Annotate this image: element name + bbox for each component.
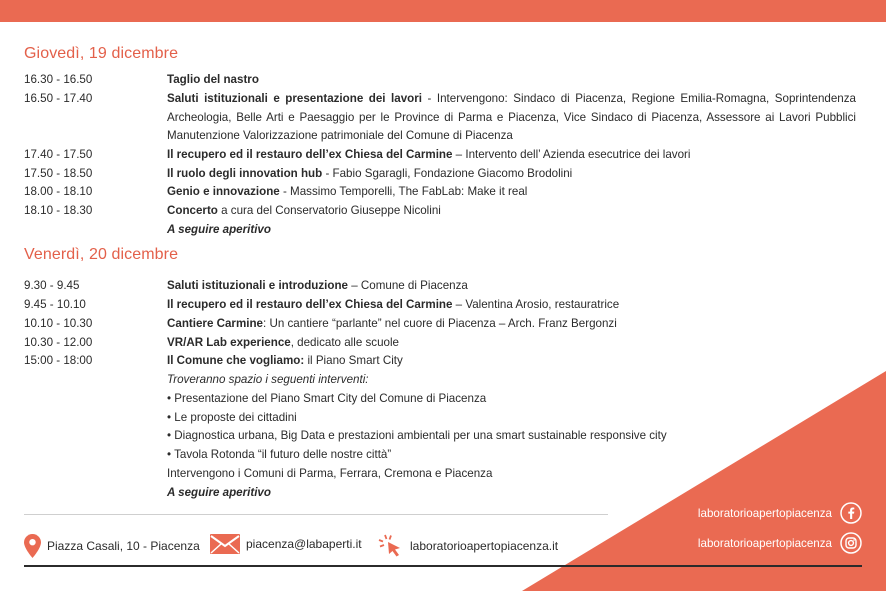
time-slot: 18.10 - 18.30 [24,204,93,217]
event-details: a cura del Conservatorio Giuseppe Nicolini [217,204,441,217]
event-title: Saluti istituzionali e introduzione [167,279,348,292]
event-details: : Un cantiere “parlante” nel cuore di Piacenza – Arch. Franz Bergonzi [263,317,617,330]
event-details: – Valentina Arosio, restauratrice [452,298,620,311]
location-pin-icon [24,534,41,558]
closing-note: A seguire aperitivo [167,223,271,236]
footer-website[interactable] [378,534,558,558]
participants-text: Intervengono i Comuni di Parma, Ferrara, Cremona e Piacenza [167,467,493,480]
footer-bottom-rule [24,565,862,567]
instagram-handle[interactable]: laboratorioapertopiacenza [697,536,832,550]
day-title-thursday: Giovedì, 19 dicembre [24,45,179,62]
event-title: Il recupero ed il restauro dell’ex Chiesa del Carmine [167,148,453,161]
day-title-friday: Venerdì, 20 dicembre [24,246,179,263]
event-details: , dedicato alle scuole [290,336,399,349]
event-title: VR/AR Lab experience [167,336,291,349]
event-details: – Comune di Piacenza [348,279,468,292]
event-title: Genio e innovazione [167,185,280,198]
event-title: Concerto [167,204,218,217]
time-slot: 17.50 - 18.50 [24,167,93,180]
bullet-text: • Le proposte dei cittadini [167,411,297,424]
footer-email[interactable] [210,534,362,554]
facebook-handle[interactable]: laboratorioapertopiacenza [697,506,832,520]
closing-note: A seguire aperitivo [167,486,271,499]
bullet-text: • Presentazione del Piano Smart City del Comune di Piacenza [167,392,487,405]
event-title: Il Comune che vogliamo: [167,354,305,367]
time-slot: 15:00 - 18:00 [24,354,93,367]
time-slot: 10.30 - 12.00 [24,336,93,349]
envelope-icon [210,534,240,554]
footer-divider [24,514,608,515]
time-slot: 10.10 - 10.30 [24,317,93,330]
instagram-icon [840,532,862,554]
facebook-link[interactable] [698,502,862,524]
time-slot: 16.30 - 16.50 [24,73,93,86]
website-link[interactable]: laboratorioapertopiacenza.it [410,539,559,553]
event-details: - Intervengono: Sindaco di Piacenza, Regione Emilia-Romagna, Soprintendenza Archeologia, Belle Arti e Paesaggio per le Province di Parma e Piacenza, Vice Sindaco di Piacenza, Assessore ai Lavori Pubblici Manutenzione Valorizzazione patrimoniale del Comune di Piacenza [167,92,856,143]
event-title: Taglio del nastro [167,73,259,86]
time-slot: 16.50 - 17.40 [24,92,93,105]
intro-italic: Troveranno spazio i seguenti interventi: [167,373,369,386]
facebook-icon [840,502,862,524]
event-title: Il ruolo degli innovation hub [167,167,323,180]
instagram-link[interactable] [698,532,862,554]
event-details: – Intervento dell’ Azienda esecutrice dei lavori [452,148,691,161]
email-link[interactable]: piacenza@labaperti.it [246,537,362,551]
address-text: Piazza Casali, 10 - Piacenza [47,539,200,553]
time-slot: 9.45 - 10.10 [24,298,86,311]
event-title: Saluti istituzionali e presentazione dei lavori [167,92,422,105]
cursor-click-icon [378,534,404,558]
event-title: Cantiere Carmine [167,317,264,330]
event-details: - Fabio Sgaragli, Fondazione Giacomo Brodolini [322,167,573,180]
time-slot: 17.40 - 17.50 [24,148,93,161]
bullet-text: • Diagnostica urbana, Big Data e prestazioni ambientali per una smart sustainable responsive city [167,429,667,442]
time-slot: 9.30 - 9.45 [24,279,80,292]
event-details: il Piano Smart City [304,354,403,367]
bullet-text: • Tavola Rotonda “il futuro delle nostre città” [167,448,392,461]
time-slot: 18.00 - 18.10 [24,185,93,198]
event-details: - Massimo Temporelli, The FabLab: Make it real [279,185,528,198]
footer-address [24,534,200,558]
event-title: Il recupero ed il restauro dell’ex Chiesa del Carmine [167,298,453,311]
